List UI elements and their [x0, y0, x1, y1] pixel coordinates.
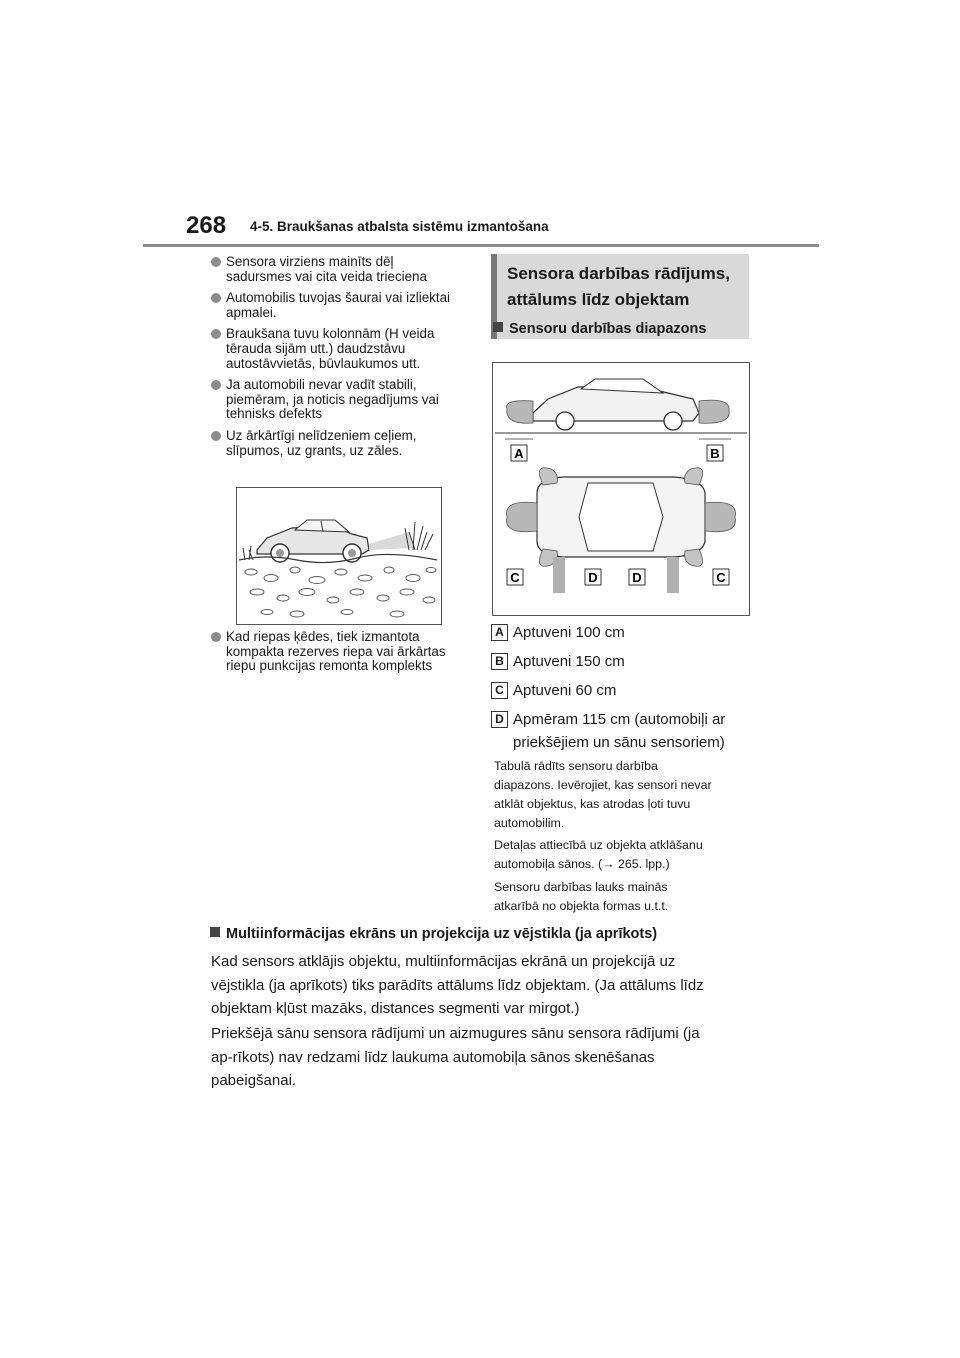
subheading-sensor-range: Sensoru darbības diapazons — [493, 321, 706, 337]
page-number: 268 — [186, 212, 227, 239]
diagram-label-d-right: D — [632, 570, 642, 585]
diagram-label-b: B — [710, 446, 720, 461]
condition-list-continued — [211, 630, 471, 674]
sensor-range-diagram — [492, 362, 750, 616]
list-item: Sensora virziens mainīts dēļ sadursmes vai cita veida trieciena — [211, 255, 471, 284]
list-item: Kad riepas ķēdes, tiek izmantota kompakta rezerves riepa vai ārkārtas riepu punkcijas remonta komplekts — [211, 630, 471, 674]
diagram-label-c-left: C — [510, 570, 520, 585]
body-paragraph: Kad sensors atklājis objektu, multiinformācijas ekrānā un projekcijā uz vējstikla (ja aprīkots) tiks parādīts attālums līdz objektam. (Ja attālums līdz objektam kļūst mazāks, distances segmenti var mirgot.) — [211, 953, 704, 1017]
diagram-label-a: A — [514, 446, 524, 461]
condition-list — [211, 255, 471, 465]
diagram-label-d-left: D — [588, 570, 598, 585]
legend-item-d: D Apmēram 115 cm (automobiļi ar — [491, 711, 761, 728]
list-item: Automobilis tuvojas šaurai vai izliektai apmalei. — [211, 291, 471, 320]
car-on-rough-road-icon — [237, 488, 441, 624]
note-paragraph: Sensoru darbības lauks mainās atkarībā no objekta formas u.t.t. — [494, 880, 669, 913]
list-item: Uz ārkārtīgi nelīdzeniem ceļiem, slīpumos, uz grants, uz zāles. — [211, 429, 471, 458]
note-paragraph: Tabulā rādīts sensoru darbība diapazons. Ievērojiet, kas sensori nevar atklāt objektus, kas atrodas ļoti tuvu automobilim. — [494, 759, 712, 830]
bullet-dot-icon — [211, 431, 221, 441]
bullet-dot-icon — [211, 380, 221, 390]
header-rule — [143, 244, 819, 247]
bullet-dot-icon — [211, 329, 221, 339]
list-item: Ja automobili nevar vadīt stabili, piemēram, ja noticis negadījums vai tehnisks defekts — [211, 378, 471, 422]
bullet-dot-icon — [211, 257, 221, 267]
bullet-dot-icon — [211, 632, 221, 642]
rough-road-illustration — [236, 487, 442, 625]
note-paragraph: Detaļas attiecībā uz objekta atklāšanu automobiļa sānos. (→ 265. lpp.) — [494, 838, 703, 871]
sensor-range-diagram-icon — [493, 363, 749, 615]
bullet-dot-icon — [211, 293, 221, 303]
legend-item-b: B Aptuveni 150 cm — [491, 653, 761, 670]
square-bullet-icon — [493, 322, 503, 332]
section-title: 4-5. Braukšanas atbalsta sistēmu izmantošana — [250, 219, 549, 234]
square-bullet-icon — [210, 927, 220, 937]
diagram-label-c-right: C — [716, 570, 726, 585]
legend-item-d-continued: priekšējiem un sānu sensoriem) — [513, 734, 725, 751]
legend-item-c: C Aptuveni 60 cm — [491, 682, 761, 699]
list-item: Braukšana tuvu kolonnām (H veida tērauda sijām utt.) daudzstāvu autostāvvietās, būvlaukumos utt. — [211, 327, 471, 371]
body-paragraph: Priekšējā sānu sensora rādījumi un aizmugures sānu sensora rādījumi (ja ap-rīkots) nav redzami līdz laukuma automobiļa sānos skenēšanas pabeigšanai. — [211, 1025, 700, 1089]
heading-line-1: Sensora darbības rādījums, — [507, 264, 730, 283]
subheading-display: Multiinformācijas ekrāns un projekcija uz vējstikla (ja aprīkots) — [210, 926, 657, 942]
heading-line-2: attālums līdz objektam — [507, 290, 690, 309]
legend-item-a: A Aptuveni 100 cm — [491, 624, 761, 641]
